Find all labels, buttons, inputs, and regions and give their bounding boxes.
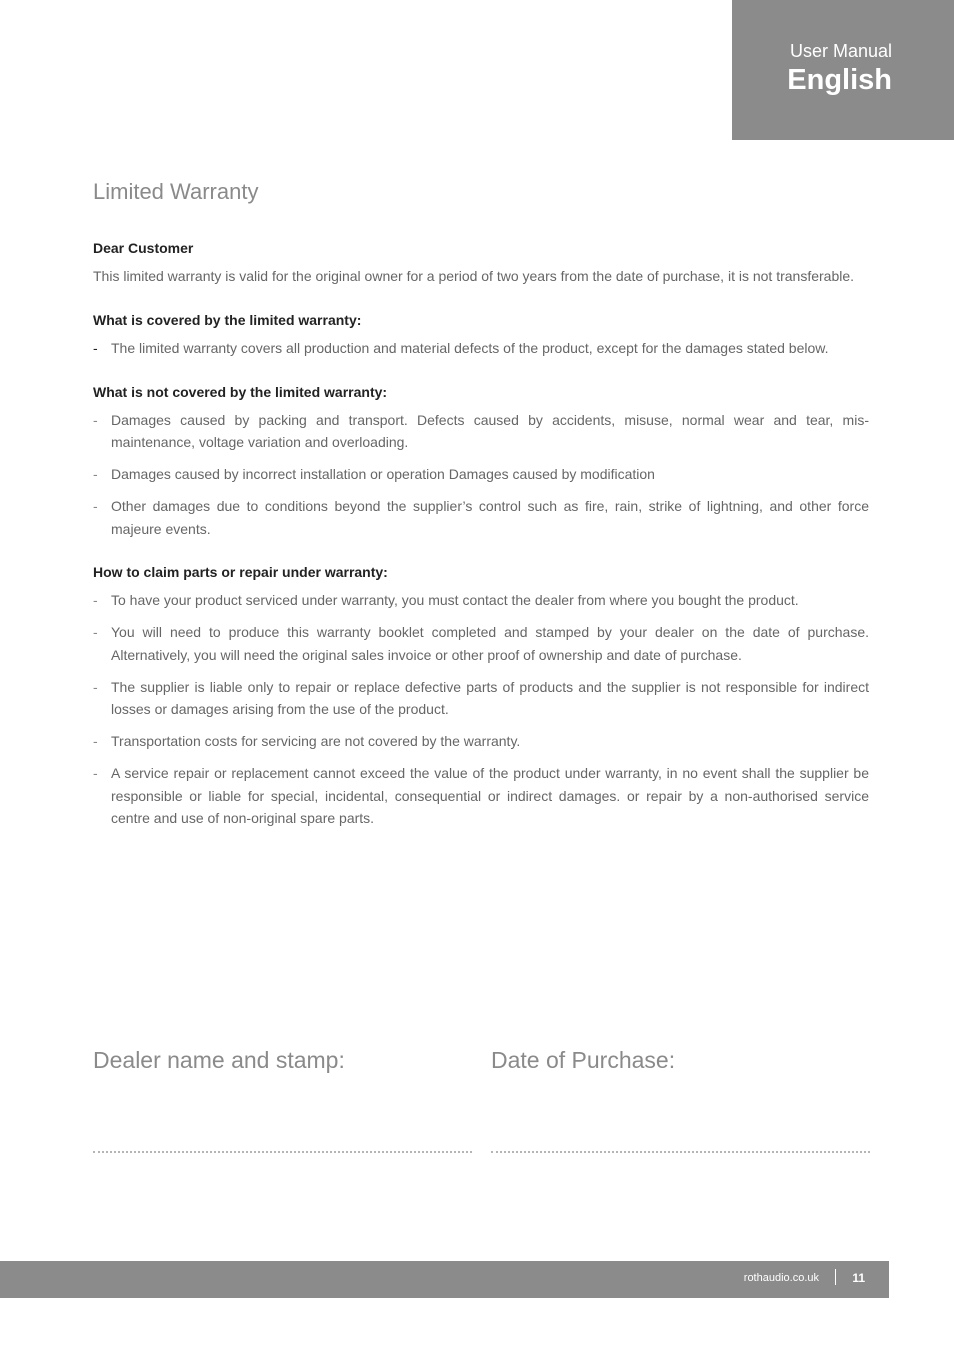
list-item: - Damages caused by incorrect installation or operation Damages caused by modification <box>93 466 655 482</box>
footer-bar <box>0 1261 889 1298</box>
header-subtitle: User Manual <box>789 41 892 61</box>
footer-divider <box>835 1269 836 1285</box>
list-item: - Other damages due to conditions beyond the supplier’s control such as fire, rain, strike of lightning, and other force majeure events. <box>93 498 869 537</box>
date-field[interactable] <box>491 1044 870 1076</box>
list-item: - To have your product serviced under warranty, you must contact the dealer from where you bought the product. <box>93 592 799 608</box>
header-banner <box>732 0 954 140</box>
list-item: - Damages caused by packing and transport. Defects caused by accidents, misuse, normal wear and tear, mis-maintenance, voltage variation and overloading. <box>93 411 869 450</box>
intro-section <box>93 239 869 288</box>
date-label: Date of Purchase: <box>491 1047 676 1073</box>
list-item: - Transportation costs for servicing are not covered by the warranty. <box>93 733 521 749</box>
list-item: - You will need to produce this warranty booklet completed and stamped by your dealer on the date of purchase. Alternatively, you will need the original sales invoice or other proof of ownership and date of purchase. <box>93 624 869 663</box>
claim-list <box>93 589 869 830</box>
not-covered-heading: What is not covered by the limited warranty: <box>93 383 388 400</box>
list-item: - The limited warranty covers all production and material defects of the product, except for the damages stated below. <box>93 340 829 356</box>
covered-list <box>93 337 869 360</box>
dealer-field[interactable] <box>93 1044 472 1076</box>
not-covered-list <box>93 409 869 541</box>
covered-section <box>93 311 869 360</box>
list-item: - The supplier is liable only to repair or replace defective parts of products and the supplier is not responsible for indirect losses or damages arising from the use of the product. <box>93 678 869 717</box>
date-line <box>491 1151 870 1153</box>
dealer-label: Dealer name and stamp: <box>93 1047 345 1073</box>
warranty-content <box>93 177 869 853</box>
intro-heading: Dear Customer <box>93 240 194 256</box>
header-language: English <box>787 64 892 96</box>
page-title: Limited Warranty <box>93 179 259 204</box>
signature-area <box>93 1044 870 1164</box>
list-item: - A service repair or replacement cannot exceed the value of the product under warranty, in no event shall the supplier be responsible or liable for special, incidental, consequential or indirect damages. or repair by a non-authorised service centre and use of non-original spare parts. <box>93 765 869 826</box>
not-covered-section <box>93 383 869 541</box>
dealer-line <box>93 1151 472 1153</box>
claim-section <box>93 563 869 830</box>
claim-heading: How to claim parts or repair under warranty: <box>93 564 388 580</box>
covered-heading: What is covered by the limited warranty: <box>93 312 362 328</box>
footer-website: rothaudio.co.uk <box>743 1272 819 1284</box>
intro-text: This limited warranty is valid for the original owner for a period of two years from the date of purchase, it is not transferable. <box>93 268 855 284</box>
page-number: 11 <box>852 1271 865 1285</box>
